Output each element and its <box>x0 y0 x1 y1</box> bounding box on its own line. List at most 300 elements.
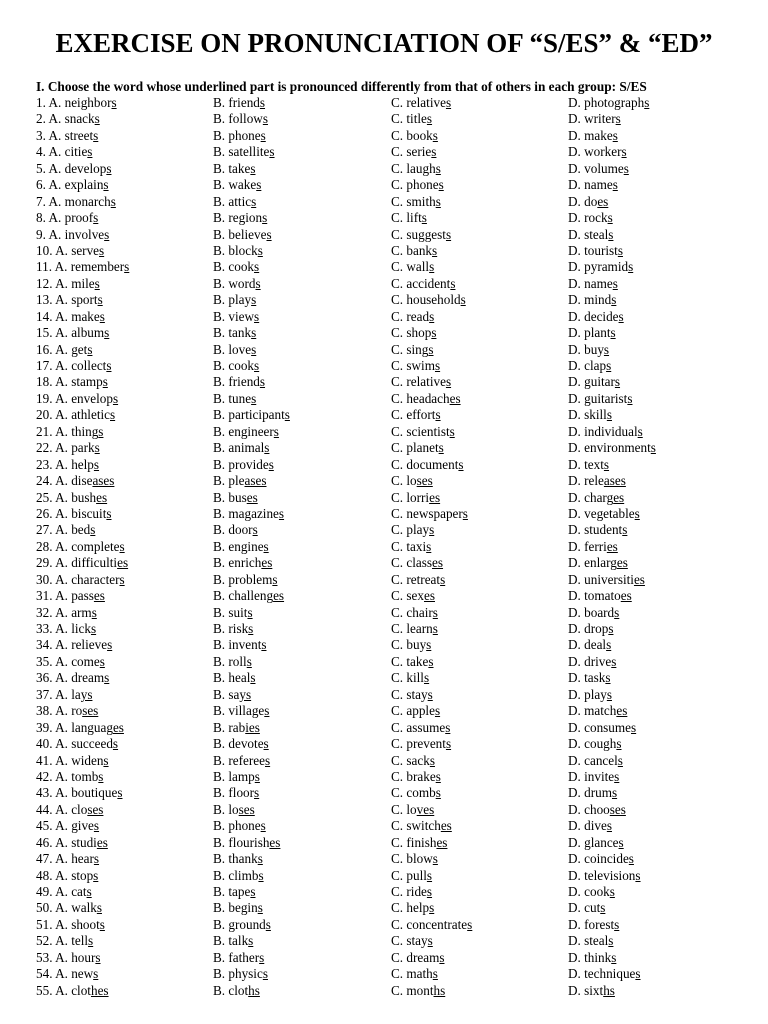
option-d: D. tasks <box>568 670 611 686</box>
word-stem: cancel <box>584 752 618 768</box>
question-row <box>36 539 756 555</box>
underlined-ending: s <box>254 785 260 801</box>
option-a: 39. A. languages <box>36 719 124 735</box>
option-c: C. maths <box>391 966 438 982</box>
word-stem: word <box>228 275 256 291</box>
word-stem: remember <box>70 259 125 275</box>
option-d: D. plants <box>568 325 616 341</box>
option-a: 21. A. things <box>36 423 104 439</box>
word-stem: involve <box>64 226 105 242</box>
underlined-ending: s <box>434 358 441 373</box>
underlined-ending: es <box>613 489 625 505</box>
option-a: 4. A. cities <box>36 144 93 160</box>
underlined-ending: s <box>617 752 623 768</box>
underlined-ending: s <box>247 604 253 620</box>
option-a: 16. A. gets <box>36 341 93 357</box>
option-a: 55. A. clothes <box>36 982 109 998</box>
option-c: C. scientists <box>391 423 455 439</box>
word-stem: choo <box>584 801 610 817</box>
question-number: 2. <box>36 111 46 127</box>
word-stem: problem <box>228 571 273 587</box>
underlined-ending: es <box>112 719 124 735</box>
option-c: C. newspapers <box>391 505 468 521</box>
word-stem: satellite <box>228 144 270 160</box>
word-stem: do <box>584 193 598 209</box>
underlined-ending: s <box>462 505 468 521</box>
option-c: C. planets <box>391 440 444 456</box>
underlined-ending: s <box>272 571 278 587</box>
option-c: C. relatives <box>391 374 452 390</box>
word-stem: arm <box>71 604 92 620</box>
question-row <box>36 637 756 653</box>
question-number: 35. <box>36 653 53 669</box>
option-c: C. swims <box>391 358 441 373</box>
underlined-ending: s <box>98 768 104 784</box>
question-row <box>36 342 756 358</box>
option-c: C. relatives <box>391 95 452 110</box>
word-stem: envelop <box>71 390 113 406</box>
question-number: 3. <box>36 127 46 143</box>
question-row <box>36 605 756 621</box>
option-d: D. cuts <box>568 900 606 916</box>
question-number: 24. <box>36 473 53 489</box>
underlined-ending: s <box>635 966 641 982</box>
option-b: B. talks <box>213 933 254 949</box>
question-row <box>36 292 756 308</box>
underlined-ending: ases <box>92 473 115 489</box>
question-number: 51. <box>36 916 53 932</box>
word-stem: stamp <box>71 374 103 390</box>
option-d: D. drops <box>568 621 614 636</box>
underlined-ending: s <box>269 144 275 160</box>
word-stem: tomato <box>584 588 621 604</box>
word-stem: learn <box>406 621 433 636</box>
underlined-ending: es <box>597 193 609 209</box>
word-stem: match <box>584 703 617 719</box>
underlined-ending: s <box>262 210 268 226</box>
underlined-ending: s <box>284 407 290 423</box>
underlined-ending: s <box>93 851 100 867</box>
word-stem: risk <box>228 621 249 636</box>
option-a: 22. A. parks <box>36 440 100 456</box>
option-c: C. stays <box>391 686 433 702</box>
underlined-ending: s <box>256 177 262 193</box>
option-c: C. loves <box>391 801 435 817</box>
word-stem: lorri <box>406 489 430 505</box>
underlined-ending: s <box>265 916 271 932</box>
underlined-ending: s <box>268 456 274 472</box>
word-stem: give <box>71 818 94 834</box>
underlined-ending: s <box>104 226 110 242</box>
underlined-ending: s <box>95 949 101 965</box>
question-number: 33. <box>36 621 53 636</box>
word-stem: environment <box>584 440 651 456</box>
option-a: 19. A. envelops <box>36 390 119 406</box>
word-stem: guitar <box>584 374 615 390</box>
question-row <box>36 473 756 489</box>
option-d: D. ferries <box>568 538 618 554</box>
option-b: B. physics <box>213 966 268 982</box>
option-b: B. buses <box>213 489 258 505</box>
question-number: 26. <box>36 505 53 521</box>
underlined-ending: s <box>87 144 93 160</box>
word-stem: studi <box>71 834 97 850</box>
option-a: 53. A. hours <box>36 949 101 965</box>
word-stem: get <box>71 341 88 357</box>
word-stem: play <box>406 522 430 538</box>
option-b: B. plays <box>213 292 257 308</box>
word-stem: invite <box>584 768 615 784</box>
option-a: 35. A. comes <box>36 653 105 669</box>
question-row <box>36 177 756 193</box>
underlined-ending: s <box>119 538 125 554</box>
underlined-ending: s <box>426 637 432 653</box>
underlined-ending: s <box>86 884 92 899</box>
option-c: C. laughs <box>391 160 441 176</box>
question-row <box>36 769 756 785</box>
underlined-ending: s <box>99 916 105 932</box>
question-row <box>36 670 756 686</box>
option-b: B. referees <box>213 752 271 768</box>
question-number: 49. <box>36 884 53 899</box>
underlined-ending: es <box>616 703 628 719</box>
underlined-ending: s <box>98 423 104 439</box>
option-a: 11. A. remembers <box>36 259 130 275</box>
option-d: D. glances <box>568 834 624 850</box>
word-stem: kill <box>406 670 424 686</box>
question-row <box>36 900 756 916</box>
question-row <box>36 572 756 588</box>
option-d: D. guitars <box>568 374 621 390</box>
option-c: C. concentrates <box>391 916 473 932</box>
question-number: 31. <box>36 588 53 604</box>
word-stem: physic <box>228 966 263 982</box>
word-stem: clot <box>71 982 91 998</box>
question-row <box>36 424 756 440</box>
word-stem: rele <box>584 473 604 489</box>
underlined-ending: es <box>440 818 452 834</box>
word-stem: attic <box>228 193 252 209</box>
word-stem: skill <box>584 407 607 423</box>
question-number: 47. <box>36 851 53 867</box>
underlined-ending: es <box>246 489 258 505</box>
word-stem: technique <box>584 966 636 982</box>
word-stem: neighbor <box>64 95 112 110</box>
option-b: B. engines <box>213 538 269 554</box>
underlined-ending: s <box>428 653 434 669</box>
word-stem: take <box>228 160 251 176</box>
option-c: C. blows <box>391 851 438 867</box>
word-stem: cough <box>584 736 617 752</box>
option-b: B. magazines <box>213 505 285 521</box>
question-row <box>36 457 756 473</box>
underlined-ending: es <box>96 834 108 850</box>
underlined-ending: ases <box>603 473 626 489</box>
question-number: 48. <box>36 867 53 883</box>
question-row <box>36 194 756 210</box>
word-stem: newspaper <box>406 505 463 521</box>
underlined-ending: es <box>429 489 441 505</box>
underlined-ending: s <box>423 670 430 686</box>
word-stem: cook <box>228 358 255 373</box>
underlined-ending: s <box>90 621 97 636</box>
option-b: B. wakes <box>213 177 262 193</box>
underlined-ending: es <box>96 489 108 505</box>
word-stem: believe <box>228 226 267 242</box>
question-row <box>36 276 756 292</box>
question-number: 36. <box>36 670 53 686</box>
underlined-ending: s <box>622 522 628 538</box>
word-stem: athletic <box>71 407 110 423</box>
word-stem: ple <box>228 473 245 489</box>
option-a: 34. A. relieves <box>36 637 113 653</box>
option-c: C. lorries <box>391 489 441 505</box>
underlined-ending: s <box>257 900 263 916</box>
underlined-ending: s <box>615 111 621 127</box>
underlined-ending: s <box>248 933 254 949</box>
word-stem: writer <box>584 111 616 127</box>
word-stem: plant <box>584 325 611 341</box>
underlined-ending: s <box>254 308 260 324</box>
word-stem: magazine <box>228 505 279 521</box>
option-c: C. dreams <box>391 949 445 965</box>
word-stem: thank <box>228 851 258 867</box>
underlined-ending: s <box>124 259 130 275</box>
underlined-ending: s <box>600 900 606 916</box>
option-b: B. floors <box>213 785 260 801</box>
option-c: C. classes <box>391 555 444 571</box>
word-stem: think <box>584 949 612 965</box>
underlined-ending: s <box>606 686 612 702</box>
option-a: 23. A. helps <box>36 456 100 472</box>
option-b: B. doors <box>213 522 258 538</box>
option-c: C. retreats <box>391 571 446 587</box>
question-row <box>36 111 756 127</box>
question-number: 7. <box>36 193 46 209</box>
word-stem: lamp <box>228 768 255 784</box>
underlined-ending: s <box>250 884 256 899</box>
word-stem: dream <box>406 949 440 965</box>
word-stem: sixt <box>584 982 604 998</box>
word-stem: blow <box>406 851 433 867</box>
underlined-ending: s <box>106 358 112 373</box>
option-c: C. stays <box>391 933 433 949</box>
question-row <box>36 407 756 423</box>
question-number: 18. <box>36 374 53 390</box>
word-stem: door <box>228 522 253 538</box>
question-number: 29. <box>36 555 53 571</box>
underlined-ending: s <box>435 785 441 801</box>
question-number: 34. <box>36 637 53 653</box>
question-number: 30. <box>36 571 53 587</box>
underlined-ending: s <box>606 637 612 653</box>
underlined-ending: s <box>110 407 116 423</box>
option-b: B. blocks <box>213 242 263 258</box>
word-stem: title <box>406 111 427 127</box>
underlined-ending: s <box>611 949 617 965</box>
option-c: C. accidents <box>391 275 456 291</box>
word-stem: charg <box>584 489 614 505</box>
question-number: 28. <box>36 538 53 554</box>
underlined-ending: s <box>99 242 105 258</box>
word-stem: bush <box>71 489 97 505</box>
option-c: C. taxis <box>391 538 432 554</box>
exercise-instruction: I. Choose the word whose underlined part is pronounced differently from that of others in each group: S/ES <box>36 79 647 94</box>
underlined-ending: es <box>449 390 461 406</box>
word-stem: flourish <box>228 834 270 850</box>
option-b: B. tunes <box>213 390 257 406</box>
option-d: D. coincides <box>568 851 634 867</box>
question-row <box>36 95 756 111</box>
option-a: 17. A. collects <box>36 358 112 373</box>
underlined-ending: s <box>97 292 103 308</box>
underlined-ending: s <box>450 275 456 291</box>
option-c: C. efforts <box>391 407 441 423</box>
option-a: 26. A. biscuits <box>36 505 112 521</box>
question-row <box>36 144 756 160</box>
option-d: D. names <box>568 275 618 291</box>
underlined-ending: ses <box>238 801 255 817</box>
word-stem: sport <box>71 292 98 308</box>
option-d: D. dives <box>568 818 612 834</box>
word-stem: citie <box>64 144 88 160</box>
underlined-ending: s <box>93 818 100 834</box>
option-b: B. views <box>213 308 260 324</box>
option-d: D. drives <box>568 653 617 669</box>
underlined-ending: es <box>432 555 444 571</box>
underlined-ending: s <box>617 242 623 258</box>
option-b: B. rolls <box>213 653 252 669</box>
question-row <box>36 128 756 144</box>
option-b: B. pleases <box>213 473 267 489</box>
word-stem: scientist <box>406 423 450 439</box>
underlined-ending: s <box>264 703 270 719</box>
underlined-ending: s <box>445 736 452 752</box>
underlined-ending: hs <box>433 982 446 998</box>
underlined-ending: s <box>434 703 441 719</box>
word-stem: talk <box>228 933 249 949</box>
underlined-ending: ses <box>609 801 626 817</box>
underlined-ending: s <box>426 111 433 127</box>
option-d: D. plays <box>568 686 612 702</box>
option-b: B. says <box>213 686 252 702</box>
option-b: B. words <box>213 275 261 291</box>
option-d: D. matches <box>568 703 628 719</box>
word-stem: forest <box>584 916 615 932</box>
question-row <box>36 884 756 900</box>
question-row <box>36 802 756 818</box>
question-row <box>36 703 756 719</box>
word-stem: sa <box>228 686 240 702</box>
underlined-ending: ys <box>239 686 252 702</box>
option-d: D. drums <box>568 785 618 801</box>
word-stem: album <box>71 325 105 341</box>
word-stem: finish <box>406 834 437 850</box>
underlined-ending: s <box>429 900 435 916</box>
underlined-ending: s <box>264 752 271 768</box>
word-stem: region <box>228 210 263 226</box>
option-b: B. friends <box>213 374 266 390</box>
word-stem: clo <box>71 801 88 817</box>
word-stem: clap <box>584 358 607 373</box>
word-stem: class <box>406 555 433 571</box>
underlined-ending: s <box>618 834 624 850</box>
word-stem: headach <box>406 390 450 406</box>
question-number: 6. <box>36 177 46 193</box>
option-a: 33. A. licks <box>36 621 97 636</box>
word-stem: phone <box>228 127 261 143</box>
underlined-ending: s <box>616 736 622 752</box>
underlined-ending: s <box>96 900 102 916</box>
option-a: 42. A. tombs <box>36 768 104 784</box>
option-a: 8. A. proofs <box>36 210 99 226</box>
word-stem: friend <box>228 95 260 110</box>
underlined-ending: s <box>259 949 265 965</box>
question-row <box>36 490 756 506</box>
word-stem: la <box>71 686 81 702</box>
question-number: 5. <box>36 160 46 176</box>
option-a: 6. A. explains <box>36 177 109 193</box>
question-row <box>36 210 756 226</box>
option-d: D. decides <box>568 308 624 324</box>
question-row <box>36 161 756 177</box>
underlined-ending: s <box>612 275 618 291</box>
option-b: B. thanks <box>213 851 263 867</box>
word-stem: read <box>406 308 430 324</box>
underlined-ending: s <box>631 719 637 735</box>
underlined-ending: s <box>438 177 444 193</box>
word-stem: household <box>406 292 461 308</box>
question-number: 1. <box>36 95 46 110</box>
word-stem: brake <box>406 768 436 784</box>
option-d: D. coughs <box>568 736 622 752</box>
underlined-ending: s <box>99 653 105 669</box>
option-d: D. cooks <box>568 884 615 899</box>
word-stem: rock <box>584 210 608 226</box>
option-b: B. loses <box>213 801 255 817</box>
option-c: C. pulls <box>391 867 433 883</box>
word-stem: play <box>584 686 607 702</box>
option-d: D. photographs <box>568 95 650 110</box>
word-stem: phone <box>406 177 439 193</box>
word-stem: character <box>71 571 120 587</box>
question-row <box>36 933 756 949</box>
underlined-ending: s <box>608 226 614 242</box>
word-stem: friend <box>228 374 260 390</box>
underlined-ending: s <box>107 637 113 653</box>
word-stem: walk <box>71 900 97 916</box>
question-row <box>36 868 756 884</box>
option-b: B. attics <box>213 193 257 209</box>
option-b: B. loves <box>213 341 257 357</box>
word-stem: explain <box>64 177 104 193</box>
underlined-ending: es <box>269 834 281 850</box>
underlined-ending: s <box>432 966 438 982</box>
underlined-ending: s <box>432 621 438 636</box>
word-stem: ride <box>406 884 427 899</box>
option-c: C. apples <box>391 703 441 719</box>
underlined-ending: s <box>612 177 618 193</box>
underlined-ending: s <box>106 505 112 521</box>
word-stem: suit <box>228 604 248 620</box>
question-number: 53. <box>36 949 53 965</box>
word-stem: rab <box>228 719 246 735</box>
underlined-ending: s <box>635 867 641 883</box>
word-stem: engineer <box>228 423 274 439</box>
underlined-ending: s <box>614 374 621 390</box>
question-row <box>36 983 756 999</box>
word-stem: floor <box>228 785 255 801</box>
